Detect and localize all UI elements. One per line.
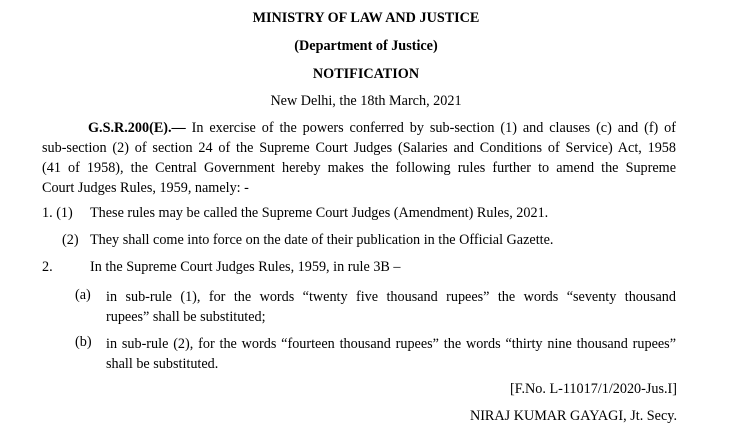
rule-1-2-number: (2) [62, 232, 79, 248]
rule-1-text: These rules may be called the Supreme Court Judges (Amendment) Rules, 2021. [90, 205, 549, 221]
file-number: [F.No. L-11017/1/2020-Jus.I] [510, 381, 677, 397]
clause-b-line-2: shall be substituted. [106, 356, 219, 372]
ministry-heading: MINISTRY OF LAW AND JUSTICE [252, 10, 480, 26]
preamble-line-1-text: In exercise of the powers conferred by sub-section (1) and clauses (c) and (f) of [191, 120, 676, 136]
gsr-number: G.S.R.200(E).— [88, 120, 186, 136]
clause-a-line-1: in sub-rule (1), for the words “twenty five thousand rupees” the words “seventy thousand [106, 289, 676, 305]
rule-2-number: 2. [42, 259, 53, 275]
clause-b-line-1: in sub-rule (2), for the words “fourteen thousand rupees” the words “thirty nine thousand rupees” [106, 336, 676, 352]
rule-2-text: In the Supreme Court Judges Rules, 1959, in rule 3B – [90, 259, 401, 275]
clause-a-text [106, 287, 676, 327]
rule-1-2-text: They shall come into force on the date of their publication in the Official Gazette. [90, 232, 554, 248]
clause-a-number: (a) [75, 287, 91, 303]
preamble-line-3: (41 of 1958), the Central Government hereby makes the following rules further to amend the Supreme [42, 160, 676, 176]
preamble-paragraph [42, 118, 676, 198]
clause-b-text [106, 334, 676, 374]
department-heading: (Department of Justice) [294, 38, 438, 54]
preamble-line-1 [42, 118, 676, 138]
signatory: NIRAJ KUMAR GAYAGI, Jt. Secy. [469, 408, 677, 424]
clause-a-line-2: rupees” shall be substituted; [106, 309, 266, 325]
clause-b-number: (b) [75, 334, 92, 350]
preamble-line-2: sub-section (2) of section 24 of the Supreme Court Judges (Salaries and Conditions of Service) Act, 1958 [42, 140, 676, 156]
preamble-line-4: Court Judges Rules, 1959, namely: - [42, 180, 249, 196]
notification-heading: NOTIFICATION [312, 66, 420, 82]
rule-1-number: 1. (1) [42, 205, 73, 221]
dateline: New Delhi, the 18th March, 2021 [270, 93, 462, 109]
